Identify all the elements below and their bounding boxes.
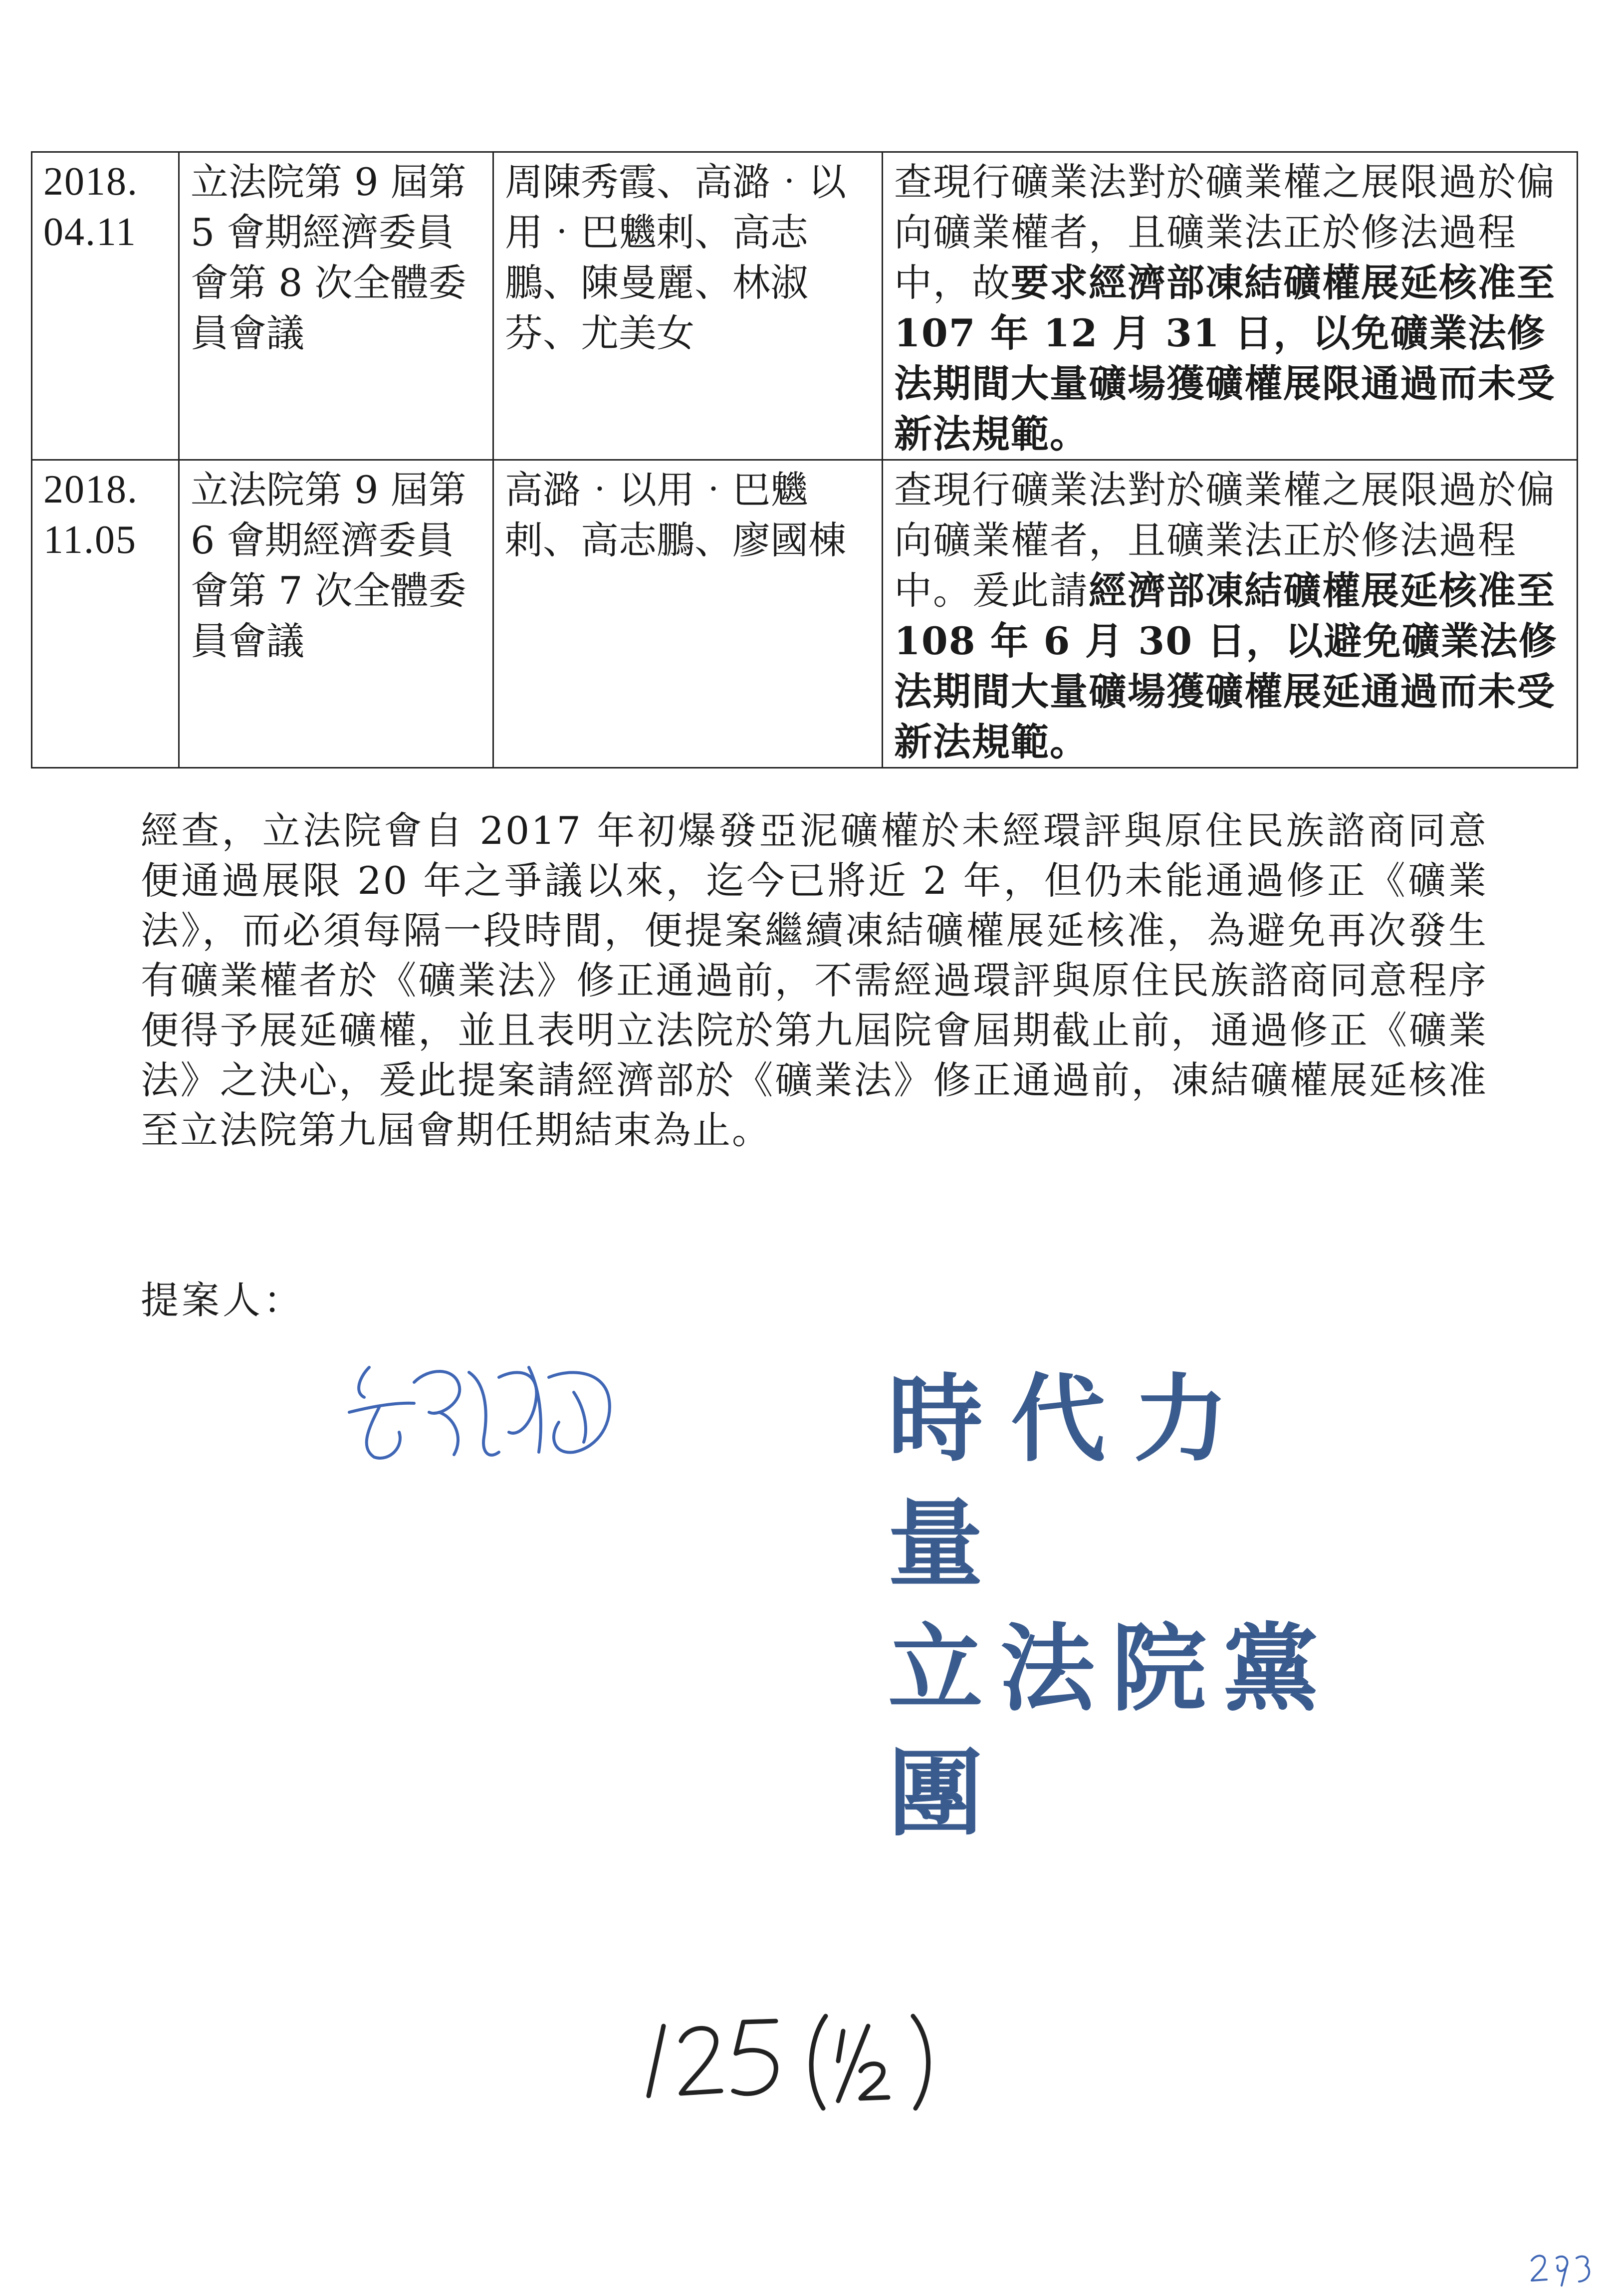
date-year: 2018. — [43, 160, 138, 204]
content-cell — [883, 152, 1578, 460]
content-plain-text: 查現行礦業法對於礦業權之展限過於偏向礦業權者，且礦業法正於修法過程中，故 — [894, 160, 1556, 305]
date-year: 2018. — [43, 468, 138, 511]
content-plain-text: 查現行礦業法對於礦業權之展限過於偏向礦業權者，且礦業法正於修法過程中。爰此請 — [894, 468, 1556, 613]
proposers-cell: 周陳秀霞、高潞‧以用‧巴魕剌、高志鵬、陳曼麗、林淑芬、尤美女 — [493, 152, 883, 460]
date-month-day: 11.05 — [43, 518, 137, 562]
proposers-cell: 高潞‧以用‧巴魕剌、高志鵬、廖國棟 — [493, 460, 883, 768]
meeting-cell: 立法院第 9 屆第 6 會期經濟委員會第 7 次全體委員會議 — [179, 460, 493, 768]
stamp-line-caucus: 立法院黨團 — [888, 1614, 1336, 1849]
date-cell — [32, 152, 179, 460]
table-row — [32, 460, 1578, 768]
table-row — [32, 152, 1578, 460]
meeting-cell: 立法院第 9 屆第 5 會期經濟委員會第 8 次全體委員會議 — [179, 152, 493, 460]
party-caucus-stamp — [888, 1357, 1337, 1856]
date-cell — [32, 460, 179, 768]
handwritten-signature — [339, 1337, 664, 1477]
handwritten-page-number — [634, 2006, 973, 2116]
explanation-paragraph: 經查，立法院會自 2017 年初爆發亞泥礦權於未經環評與原住民族諮商同意便通過展限 20 年之爭議以來，迄今已將近 2 年，但仍未能通過修正《礦業法》，而必須每隔一段時間，便提案繼續凍結礦權展延核准，為避免再次發生有礦業權者於《礦業法》修正通過前，不需經過環評與原住民族諮商同意程序便得予展延礦權，並且表明立法院於第九屆院會屆期截止前，通過修正《礦業法》之決心，爰此提案請經濟部於《礦業法》修正通過前，凍結礦權展延核准至立法院第九屆會期任期結束為止。 — [141, 808, 1488, 1152]
proposer-label: 提案人： — [141, 1278, 304, 1322]
date-month-day: 04.11 — [43, 210, 137, 254]
stamp-line-party: 時代力量 — [888, 1364, 1257, 1599]
content-cell — [883, 460, 1578, 768]
content-bold-text: 經濟部凍結礦權展延核准至 108 年 6 月 30 日，以避免礦業法修法期間大量礦場獲礦權展延通過而未受新法規範。 — [894, 568, 1558, 764]
content-bold-text: 要求經濟部凍結礦權展延核准至 107 年 12 月 31 日，以免礦業法修法期間大量礦場獲礦權展限通過而未受新法規範。 — [894, 260, 1556, 456]
handwritten-corner-number — [1527, 2246, 1597, 2291]
proposal-record-table — [31, 151, 1578, 768]
